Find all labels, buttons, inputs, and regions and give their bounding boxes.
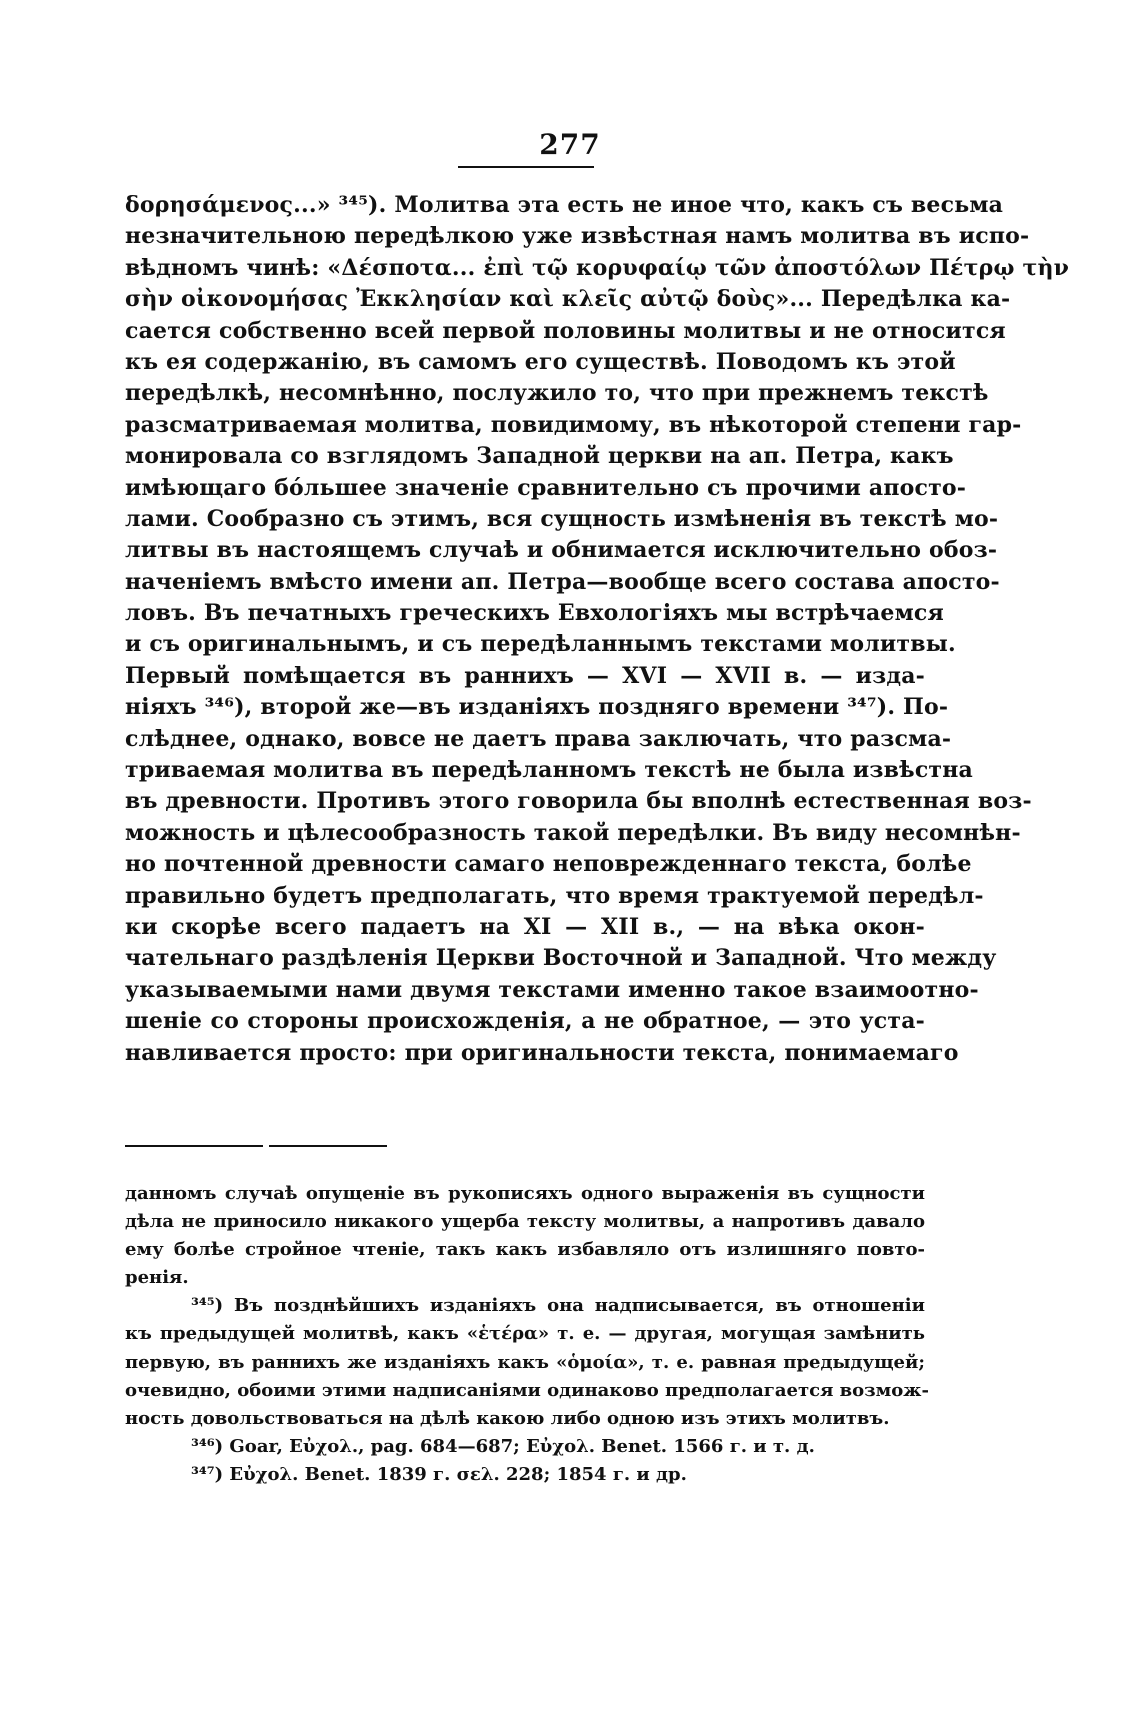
footnote-line: ренія. bbox=[125, 1267, 189, 1289]
footnote-line: дѣла не приносило никакого ущерба тексту молитвы, а напротивъ давало bbox=[125, 1211, 925, 1233]
body-line: навливается просто: при оригинальности текста, понимаемаго bbox=[125, 1039, 959, 1066]
body-line: монировала со взглядомъ Западной церкви на ап. Петра, какъ bbox=[125, 443, 954, 470]
footnote-line: данномъ случаѣ опущеніе въ рукописяхъ одного выраженія въ сущности bbox=[125, 1183, 925, 1204]
body-line: ловъ. Въ печатныхъ греческихъ Евхологіяхъ мы встрѣчаемся bbox=[125, 600, 944, 627]
body-line: ніяхъ ³⁴⁶), второй же—въ изданіяхъ поздняго времени ³⁴⁷). По- bbox=[125, 694, 949, 721]
body-line: можность и цѣлесообразность такой передѣлки. Въ виду несомнѣн- bbox=[125, 819, 1021, 846]
footnotes bbox=[125, 1180, 929, 1489]
body-line: правильно будетъ предполагать, что время трактуемой передѣл- bbox=[125, 882, 984, 909]
footnote-separator bbox=[125, 1145, 387, 1147]
body-line: наченіемъ вмѣсто имени ап. Петра—вообще всего состава апосто- bbox=[125, 568, 1000, 595]
body-line: указываемыми нами двумя текстами именно такое взаимоотно- bbox=[125, 976, 979, 1003]
footnote-line: первую, въ раннихъ же изданіяхъ какъ «ὁμοία», т. е. равная предыдущей; bbox=[125, 1351, 925, 1373]
body-line: триваемая молитва въ передѣланномъ текстѣ не была извѣстна bbox=[125, 757, 973, 784]
body-line: Первый помѣщается въ раннихъ — XVI — XVII в. — изда- bbox=[125, 662, 925, 689]
body-line: къ ея содержанію, въ самомъ его существѣ. Поводомъ къ этой bbox=[125, 348, 956, 375]
body-text bbox=[125, 190, 1070, 1069]
footnote-line: къ предыдущей молитвѣ, какъ «ἑτέρα» т. е. — другая, могущая замѣнить bbox=[125, 1323, 925, 1345]
body-line: ки скорѣе всего падаетъ на XI — XII в., — на вѣка окон- bbox=[125, 913, 925, 940]
body-line: передѣлкѣ, несомнѣнно, послужило то, что при прежнемъ текстѣ bbox=[125, 380, 989, 407]
body-line: δορησάμενος...» ³⁴⁵). Молитва эта есть не иное что, какъ съ весьма bbox=[125, 192, 1004, 218]
header-rule bbox=[458, 166, 594, 168]
footnote-line: ему болѣе стройное чтеніе, такъ какъ избавляло отъ излишняго повто- bbox=[125, 1239, 925, 1261]
body-line: разсматриваемая молитва, повидимому, въ нѣкоторой степени гар- bbox=[125, 411, 1022, 438]
footnote-345: ³⁴⁵) Въ позднѣйшихъ изданіяхъ она надписывается, въ отношеніи bbox=[191, 1295, 925, 1317]
body-line: сается собственно всей первой половины молитвы и не относится bbox=[125, 317, 1006, 344]
body-line: чательнаго раздѣленія Церкви Восточной и Западной. Что между bbox=[125, 945, 997, 972]
footnote-line: очевидно, обоими этими надписаніями одинаково предполагается возмож- bbox=[125, 1379, 929, 1401]
body-line: лами. Сообразно съ этимъ, вся сущность измѣненія въ текстѣ мо- bbox=[125, 505, 999, 532]
body-line: и съ оригинальнымъ, и съ передѣланнымъ текстами молитвы. bbox=[125, 631, 956, 658]
body-line: но почтенной древности самаго неповрежденнаго текста, болѣе bbox=[125, 851, 972, 878]
footnote-347: ³⁴⁷) Εὐχολ. Benet. 1839 г. σελ. 228; 1854 г. и др. bbox=[191, 1463, 687, 1485]
body-line: литвы въ настоящемъ случаѣ и обнимается исключительно обоз- bbox=[125, 537, 998, 564]
page-number: 277 bbox=[539, 128, 601, 161]
body-line: слѣднее, однако, вовсе не даетъ права заключать, что разсма- bbox=[125, 725, 952, 752]
body-line: въ древности. Противъ этого говорила бы вполнѣ естественная воз- bbox=[125, 788, 1032, 815]
footnote-346: ³⁴⁶) Goar, Εὐχολ., pag. 684—687; Εὐχολ. Benet. 1566 г. и т. д. bbox=[191, 1435, 815, 1457]
body-line: незначительною передѣлкою уже извѣстная намъ молитва въ испо- bbox=[125, 223, 1030, 250]
body-line: шеніе со стороны происхожденія, а не обратное, — это уста- bbox=[125, 1008, 925, 1035]
footnote-line: ность довольствоваться на дѣлѣ какою либо одною изъ этихъ молитвъ. bbox=[125, 1407, 890, 1429]
body-line: вѣдномъ чинѣ: «Δέσποτα... ἐπὶ τῷ κορυφαίῳ τῶν ἀποστόλων Πέτρῳ τὴν bbox=[125, 254, 1070, 281]
body-line: имѣющаго бóльшее значеніе сравнительно съ прочими апосто- bbox=[125, 474, 967, 501]
body-line: σὴν οἰκονομήσας Ἐκκλησίαν καὶ κλεῖς αὐτῷ δοὺς»... Передѣлка ка- bbox=[125, 286, 1011, 313]
